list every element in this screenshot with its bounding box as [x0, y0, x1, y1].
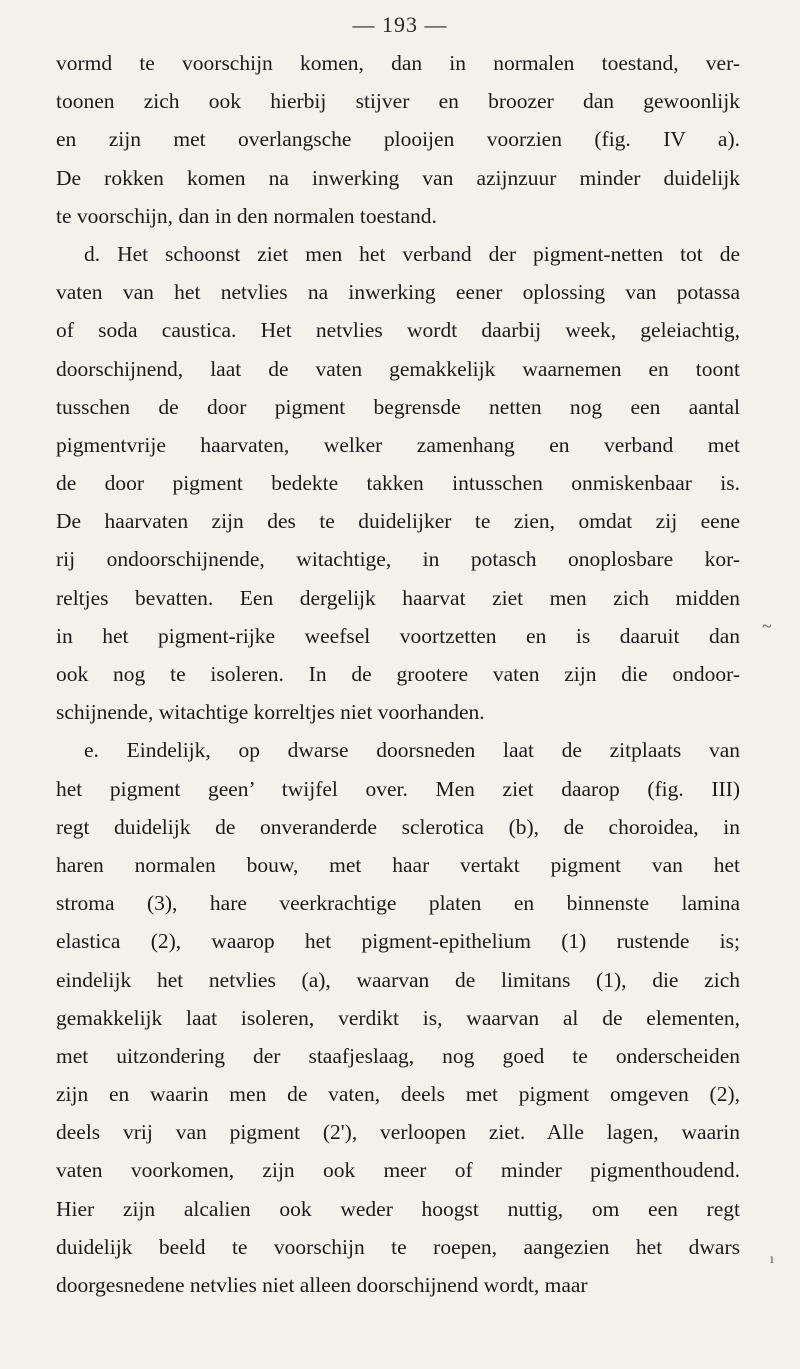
text-line: regt duidelijk de onveranderde sclerotica (b), de choroidea, in — [56, 814, 740, 839]
text-line: toonen zich ook hierbij stijver en broozer dan gewoonlijk — [56, 89, 740, 114]
text-line: of soda caustica. Het netvlies wordt daarbij week, geleiachtig, — [56, 318, 740, 343]
page-number: — 193 — — [352, 12, 448, 37]
text-line: doorschijnend, laat de vaten gemakkelijk waarnemen en toont — [56, 356, 740, 381]
text-line: het pigment geen’ twijfel over. Men ziet daarop (fig. III) — [56, 776, 740, 801]
text-line: reltjes bevatten. Een dergelijk haarvat ziet men zich midden — [56, 585, 740, 610]
text-line: elastica (2), waarop het pigment-epithelium (1) rustende is; — [56, 929, 740, 954]
text-line: vaten voorkomen, zijn ook meer of minder pigmenthoudend. — [56, 1158, 740, 1183]
text-line: te voorschijn, dan in den normalen toestand. — [56, 203, 437, 228]
text-line: De rokken komen na inwerking van azijnzuur minder duidelijk — [56, 165, 740, 190]
text-line: e. Eindelijk, op dwarse doorsneden laat de zitplaats van — [84, 738, 740, 763]
text-line: en zijn met overlangsche plooijen voorzien (fig. IV a). — [56, 127, 740, 152]
text-line: in het pigment-rijke weefsel voortzetten en is daaruit dan — [56, 623, 740, 648]
text-line: gemakkelijk laat isoleren, verdikt is, waarvan al de elementen, — [56, 1005, 740, 1030]
text-line: vaten van het netvlies na inwerking eener oplossing van potassa — [56, 280, 740, 305]
text-line: duidelijk beeld te voorschijn te roepen, aangezien het dwars — [56, 1234, 740, 1259]
text-line: tusschen de door pigment begrensde netten nog een aantal — [56, 394, 740, 419]
text-line: ook nog te isoleren. In de grootere vaten zijn die ondoor- — [56, 662, 740, 686]
text-line: met uitzondering der staafjeslaag, nog goed te onderscheiden — [56, 1043, 740, 1068]
text-line: d. Het schoonst ziet men het verband der pigment-netten tot de — [84, 241, 740, 266]
text-line: de door pigment bedekte takken intusschen onmiskenbaar is. — [56, 471, 740, 496]
text-line: stroma (3), hare veerkrachtige platen en binnenste lamina — [56, 891, 740, 916]
text-line: schijnende, witachtige korreltjes niet voorhanden. — [56, 700, 485, 725]
body-text — [56, 44, 740, 1304]
text-line: haren normalen bouw, met haar vertakt pigment van het — [56, 852, 740, 877]
margin-mark: ~ — [762, 616, 772, 636]
margin-mark: ı — [770, 1252, 774, 1267]
text-line: pigmentvrije haarvaten, welker zamenhang en verband met — [56, 432, 740, 457]
text-line: eindelijk het netvlies (a), waarvan de limitans (1), die zich — [56, 967, 740, 992]
text-line: vormd te voorschijn komen, dan in normalen toestand, ver- — [56, 51, 740, 75]
text-line: deels vrij van pigment (2'), verloopen ziet. Alle lagen, waarin — [56, 1120, 740, 1145]
text-line: Hier zijn alcalien ook weder hoogst nuttig, om een regt — [56, 1196, 740, 1221]
text-line: doorgesnedene netvlies niet alleen doorschijnend wordt, maar — [56, 1273, 588, 1297]
text-line: De haarvaten zijn des te duidelijker te zien, omdat zij eene — [56, 509, 740, 534]
text-line: zijn en waarin men de vaten, deels met pigment omgeven (2), — [56, 1082, 740, 1107]
text-line: rij ondoorschijnende, witachtige, in potasch onoplosbare kor- — [56, 547, 740, 572]
